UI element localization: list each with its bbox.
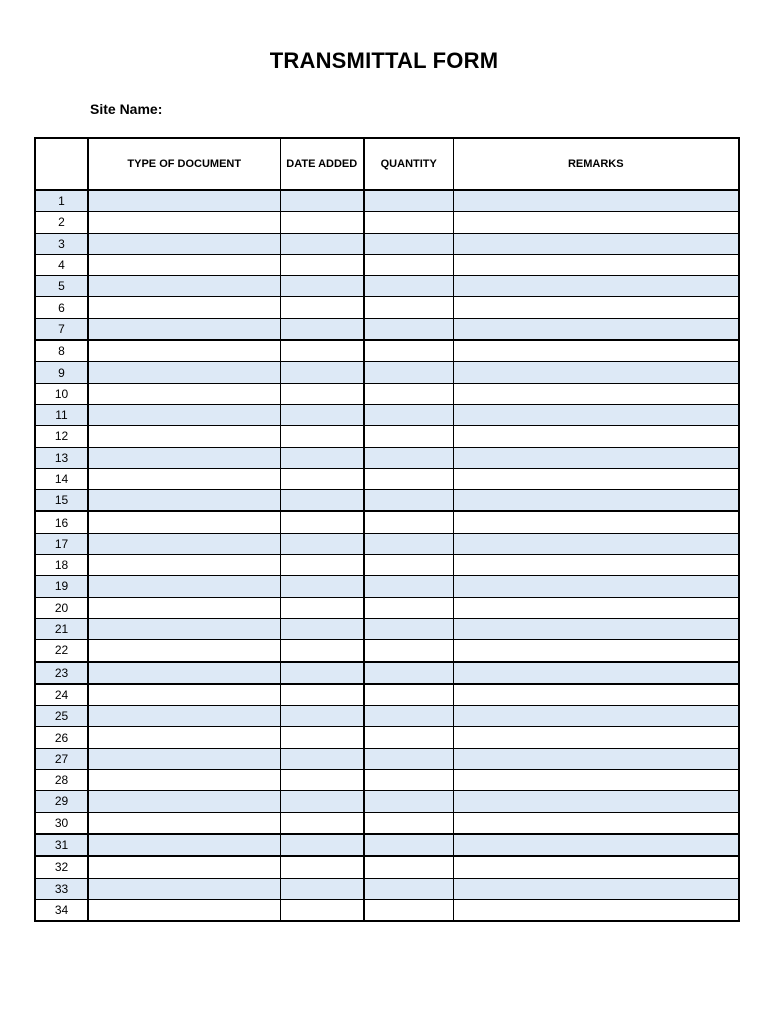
remarks-cell[interactable] <box>453 899 739 921</box>
type-of-document-cell[interactable] <box>88 597 280 618</box>
date-added-cell[interactable] <box>280 318 364 340</box>
header-number <box>35 138 88 190</box>
type-of-document-cell[interactable] <box>88 297 280 318</box>
remarks-cell[interactable] <box>453 404 739 425</box>
type-of-document-cell[interactable] <box>88 791 280 812</box>
quantity-cell[interactable] <box>364 727 453 748</box>
row-number: 19 <box>35 576 88 597</box>
date-added-cell[interactable] <box>280 618 364 639</box>
quantity-cell[interactable] <box>364 254 453 275</box>
quantity-cell[interactable] <box>364 276 453 297</box>
date-added-cell[interactable] <box>280 383 364 404</box>
type-of-document-cell[interactable] <box>88 254 280 275</box>
date-added-cell[interactable] <box>280 555 364 576</box>
date-added-cell[interactable] <box>280 748 364 769</box>
type-of-document-cell[interactable] <box>88 618 280 639</box>
row-number: 21 <box>35 618 88 639</box>
quantity-cell[interactable] <box>364 770 453 791</box>
header-type-of-document: TYPE OF DOCUMENT <box>88 138 280 190</box>
remarks-cell[interactable] <box>453 468 739 489</box>
row-number: 28 <box>35 770 88 791</box>
quantity-cell[interactable] <box>364 447 453 468</box>
header-date-added: DATE ADDED <box>280 138 364 190</box>
quantity-cell[interactable] <box>364 597 453 618</box>
row-number: 10 <box>35 383 88 404</box>
quantity-cell[interactable] <box>364 576 453 597</box>
table-row <box>35 812 739 834</box>
table-row <box>35 555 739 576</box>
remarks-cell[interactable] <box>453 770 739 791</box>
row-number: 33 <box>35 878 88 899</box>
table-row <box>35 533 739 554</box>
type-of-document-cell[interactable] <box>88 727 280 748</box>
date-added-cell[interactable] <box>280 640 364 662</box>
quantity-cell[interactable] <box>364 404 453 425</box>
table-row <box>35 468 739 489</box>
remarks-cell[interactable] <box>453 212 739 233</box>
header-row <box>35 138 739 190</box>
row-number: 24 <box>35 684 88 706</box>
table-row <box>35 576 739 597</box>
quantity-cell[interactable] <box>364 362 453 383</box>
quantity-cell[interactable] <box>364 318 453 340</box>
date-added-cell[interactable] <box>280 511 364 533</box>
quantity-cell[interactable] <box>364 233 453 254</box>
remarks-cell[interactable] <box>453 511 739 533</box>
date-added-cell[interactable] <box>280 684 364 706</box>
date-added-cell[interactable] <box>280 834 364 856</box>
table-row <box>35 834 739 856</box>
type-of-document-cell[interactable] <box>88 468 280 489</box>
type-of-document-cell[interactable] <box>88 748 280 769</box>
row-number: 7 <box>35 318 88 340</box>
row-number: 18 <box>35 555 88 576</box>
date-added-cell[interactable] <box>280 662 364 684</box>
table-row <box>35 318 739 340</box>
type-of-document-cell[interactable] <box>88 340 280 362</box>
table-row <box>35 383 739 404</box>
type-of-document-cell[interactable] <box>88 447 280 468</box>
header-remarks: REMARKS <box>453 138 739 190</box>
quantity-cell[interactable] <box>364 212 453 233</box>
quantity-cell[interactable] <box>364 297 453 318</box>
table-row <box>35 447 739 468</box>
quantity-cell[interactable] <box>364 426 453 447</box>
type-of-document-cell[interactable] <box>88 190 280 212</box>
remarks-cell[interactable] <box>453 383 739 404</box>
date-added-cell[interactable] <box>280 233 364 254</box>
type-of-document-cell[interactable] <box>88 555 280 576</box>
date-added-cell[interactable] <box>280 447 364 468</box>
row-number: 12 <box>35 426 88 447</box>
remarks-cell[interactable] <box>453 856 739 878</box>
row-number: 29 <box>35 791 88 812</box>
row-number: 11 <box>35 404 88 425</box>
row-number: 17 <box>35 533 88 554</box>
table-row <box>35 856 739 878</box>
table-body <box>35 190 739 921</box>
remarks-cell[interactable] <box>453 297 739 318</box>
row-number: 13 <box>35 447 88 468</box>
quantity-cell[interactable] <box>364 684 453 706</box>
table-row <box>35 597 739 618</box>
remarks-cell[interactable] <box>453 748 739 769</box>
table-row <box>35 233 739 254</box>
date-added-cell[interactable] <box>280 276 364 297</box>
date-added-cell[interactable] <box>280 190 364 212</box>
date-added-cell[interactable] <box>280 468 364 489</box>
type-of-document-cell[interactable] <box>88 318 280 340</box>
date-added-cell[interactable] <box>280 490 364 512</box>
remarks-cell[interactable] <box>453 233 739 254</box>
type-of-document-cell[interactable] <box>88 684 280 706</box>
row-number: 31 <box>35 834 88 856</box>
quantity-cell[interactable] <box>364 533 453 554</box>
date-added-cell[interactable] <box>280 404 364 425</box>
row-number: 25 <box>35 706 88 727</box>
row-number: 2 <box>35 212 88 233</box>
date-added-cell[interactable] <box>280 899 364 921</box>
table-row <box>35 404 739 425</box>
remarks-cell[interactable] <box>453 597 739 618</box>
remarks-cell[interactable] <box>453 254 739 275</box>
type-of-document-cell[interactable] <box>88 878 280 899</box>
table-row <box>35 362 739 383</box>
table-row <box>35 770 739 791</box>
type-of-document-cell[interactable] <box>88 662 280 684</box>
quantity-cell[interactable] <box>364 748 453 769</box>
type-of-document-cell[interactable] <box>88 770 280 791</box>
type-of-document-cell[interactable] <box>88 490 280 512</box>
type-of-document-cell[interactable] <box>88 640 280 662</box>
table-row <box>35 618 739 639</box>
table-row <box>35 878 739 899</box>
remarks-cell[interactable] <box>453 362 739 383</box>
remarks-cell[interactable] <box>453 533 739 554</box>
remarks-cell[interactable] <box>453 706 739 727</box>
date-added-cell[interactable] <box>280 727 364 748</box>
row-number: 4 <box>35 254 88 275</box>
table-row <box>35 340 739 362</box>
date-added-cell[interactable] <box>280 362 364 383</box>
date-added-cell[interactable] <box>280 791 364 812</box>
remarks-cell[interactable] <box>453 662 739 684</box>
table-row <box>35 748 739 769</box>
quantity-cell[interactable] <box>364 706 453 727</box>
row-number: 16 <box>35 511 88 533</box>
type-of-document-cell[interactable] <box>88 899 280 921</box>
row-number: 8 <box>35 340 88 362</box>
quantity-cell[interactable] <box>364 791 453 812</box>
remarks-cell[interactable] <box>453 878 739 899</box>
quantity-cell[interactable] <box>364 834 453 856</box>
table-row <box>35 511 739 533</box>
date-added-cell[interactable] <box>280 212 364 233</box>
quantity-cell[interactable] <box>364 899 453 921</box>
row-number: 30 <box>35 812 88 834</box>
remarks-cell[interactable] <box>453 684 739 706</box>
date-added-cell[interactable] <box>280 576 364 597</box>
date-added-cell[interactable] <box>280 340 364 362</box>
date-added-cell[interactable] <box>280 297 364 318</box>
remarks-cell[interactable] <box>453 640 739 662</box>
row-number: 3 <box>35 233 88 254</box>
quantity-cell[interactable] <box>364 812 453 834</box>
type-of-document-cell[interactable] <box>88 812 280 834</box>
row-number: 14 <box>35 468 88 489</box>
row-number: 34 <box>35 899 88 921</box>
form-title: TRANSMITTAL FORM <box>269 48 499 73</box>
site-name-label: Site Name: <box>90 101 163 117</box>
quantity-cell[interactable] <box>364 640 453 662</box>
type-of-document-cell[interactable] <box>88 706 280 727</box>
table-row <box>35 190 739 212</box>
remarks-cell[interactable] <box>453 791 739 812</box>
type-of-document-cell[interactable] <box>88 426 280 447</box>
remarks-cell[interactable] <box>453 618 739 639</box>
table-row <box>35 212 739 233</box>
quantity-cell[interactable] <box>364 190 453 212</box>
remarks-cell[interactable] <box>453 426 739 447</box>
table-row <box>35 662 739 684</box>
row-number: 22 <box>35 640 88 662</box>
type-of-document-cell[interactable] <box>88 362 280 383</box>
transmittal-table <box>34 137 740 922</box>
type-of-document-cell[interactable] <box>88 533 280 554</box>
remarks-cell[interactable] <box>453 318 739 340</box>
type-of-document-cell[interactable] <box>88 511 280 533</box>
row-number: 9 <box>35 362 88 383</box>
type-of-document-cell[interactable] <box>88 404 280 425</box>
remarks-cell[interactable] <box>453 812 739 834</box>
row-number: 23 <box>35 662 88 684</box>
date-added-cell[interactable] <box>280 878 364 899</box>
table-row <box>35 640 739 662</box>
remarks-cell[interactable] <box>453 727 739 748</box>
quantity-cell[interactable] <box>364 856 453 878</box>
type-of-document-cell[interactable] <box>88 576 280 597</box>
date-added-cell[interactable] <box>280 597 364 618</box>
row-number: 15 <box>35 490 88 512</box>
row-number: 26 <box>35 727 88 748</box>
date-added-cell[interactable] <box>280 426 364 447</box>
quantity-cell[interactable] <box>364 468 453 489</box>
table-row <box>35 727 739 748</box>
row-number: 27 <box>35 748 88 769</box>
type-of-document-cell[interactable] <box>88 212 280 233</box>
type-of-document-cell[interactable] <box>88 276 280 297</box>
table-row <box>35 706 739 727</box>
quantity-cell[interactable] <box>364 878 453 899</box>
table-row <box>35 276 739 297</box>
row-number: 1 <box>35 190 88 212</box>
date-added-cell[interactable] <box>280 770 364 791</box>
table-row <box>35 791 739 812</box>
quantity-cell[interactable] <box>364 383 453 404</box>
remarks-cell[interactable] <box>453 490 739 512</box>
table-row <box>35 899 739 921</box>
remarks-cell[interactable] <box>453 576 739 597</box>
header-quantity: QUANTITY <box>364 138 453 190</box>
quantity-cell[interactable] <box>364 555 453 576</box>
quantity-cell[interactable] <box>364 618 453 639</box>
table-row <box>35 426 739 447</box>
quantity-cell[interactable] <box>364 662 453 684</box>
remarks-cell[interactable] <box>453 447 739 468</box>
remarks-cell[interactable] <box>453 190 739 212</box>
type-of-document-cell[interactable] <box>88 233 280 254</box>
row-number: 6 <box>35 297 88 318</box>
row-number: 20 <box>35 597 88 618</box>
type-of-document-cell[interactable] <box>88 834 280 856</box>
table-row <box>35 297 739 318</box>
date-added-cell[interactable] <box>280 856 364 878</box>
date-added-cell[interactable] <box>280 533 364 554</box>
remarks-cell[interactable] <box>453 555 739 576</box>
date-added-cell[interactable] <box>280 254 364 275</box>
row-number: 32 <box>35 856 88 878</box>
quantity-cell[interactable] <box>364 490 453 512</box>
quantity-cell[interactable] <box>364 340 453 362</box>
row-number: 5 <box>35 276 88 297</box>
type-of-document-cell[interactable] <box>88 856 280 878</box>
remarks-cell[interactable] <box>453 834 739 856</box>
date-added-cell[interactable] <box>280 706 364 727</box>
table-row <box>35 684 739 706</box>
table-row <box>35 254 739 275</box>
type-of-document-cell[interactable] <box>88 383 280 404</box>
quantity-cell[interactable] <box>364 511 453 533</box>
date-added-cell[interactable] <box>280 812 364 834</box>
remarks-cell[interactable] <box>453 276 739 297</box>
table-row <box>35 490 739 512</box>
remarks-cell[interactable] <box>453 340 739 362</box>
